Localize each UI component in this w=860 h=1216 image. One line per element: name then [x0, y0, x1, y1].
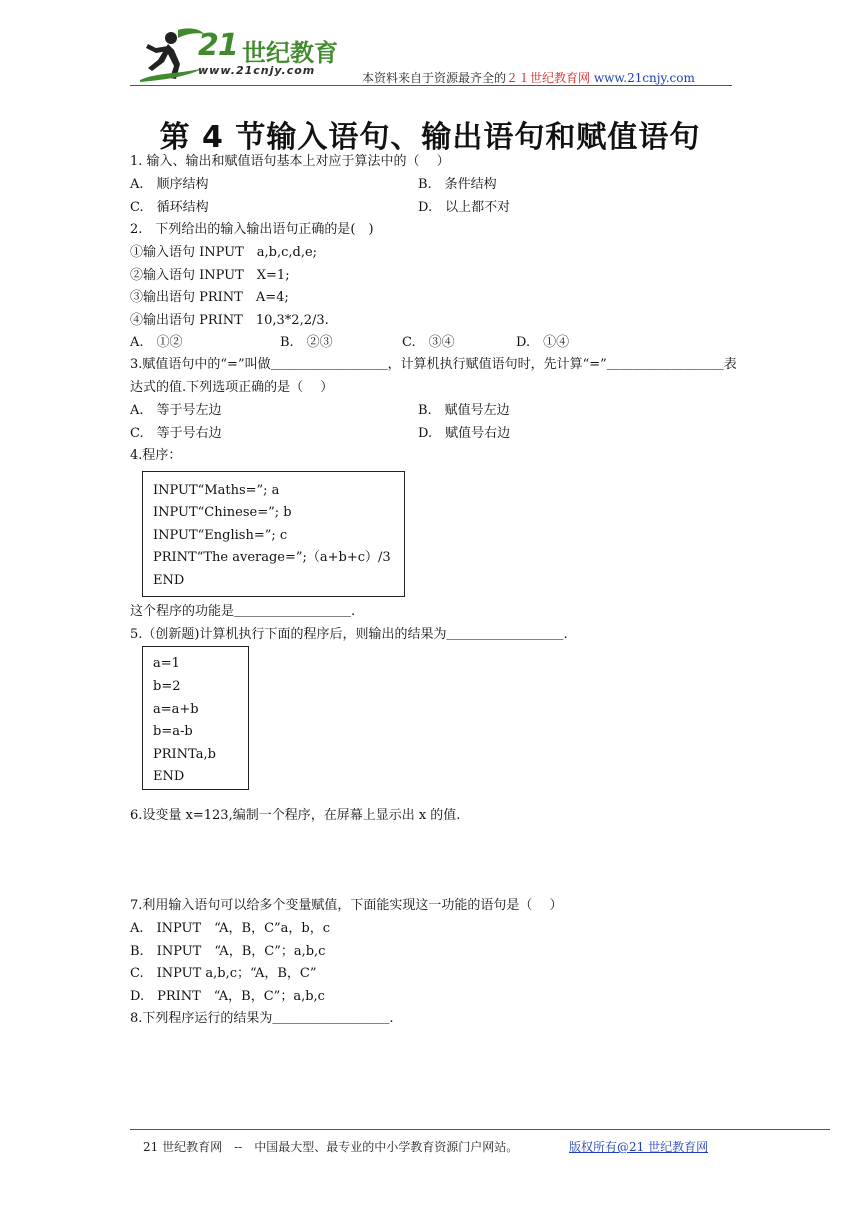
question-5-code-box [142, 646, 249, 790]
question-2-option-d: D. ①④ [516, 335, 570, 350]
footer-copyright-link[interactable]: 版权所有@21 世纪教育网 [569, 1140, 709, 1154]
question-1-option-c: C. 循环结构 [130, 200, 209, 215]
question-3-option-b: B. 赋值号左边 [418, 403, 510, 418]
question-6-stem: 6.设变量 x=123,编制一个程序，在屏幕上显示出 x 的值. [130, 808, 461, 823]
question-1-option-b: B. 条件结构 [418, 177, 497, 192]
question-3-option-d: D. 赋值号右边 [418, 426, 511, 441]
question-3-option-a: A. 等于号左边 [130, 403, 222, 418]
code-line: INPUT“Maths=”; a [153, 483, 280, 498]
question-1-stem: 1. 输入、输出和赋值语句基本上对应于算法中的（ ） [130, 154, 450, 169]
header-note-prefix: 本资料来自于资源最齐全的 [362, 71, 507, 85]
question-8-stem: 8.下列程序运行的结果为＿＿＿＿＿＿＿＿＿. [130, 1011, 394, 1026]
code-line: PRINTa,b [153, 747, 216, 762]
question-4-stem: 4.程序： [130, 448, 182, 463]
question-2-statement-2: ②输入语句 INPUT X=1; [130, 268, 290, 283]
question-2-option-b: B. ②③ [280, 335, 333, 350]
code-line: PRINT“The average=”;（a+b+c）/3 [153, 550, 391, 565]
footer-text: 21 世纪教育网 -- 中国最大型、最专业的中小学教育资源门户网站。 [143, 1140, 519, 1154]
header-divider [130, 85, 732, 86]
question-7-option-a: A. INPUT “A，B，C”a，b，c [130, 921, 331, 936]
footer-divider [130, 1129, 830, 1130]
question-4-code-box [142, 471, 405, 597]
question-2-statement-3: ③输出语句 PRINT A=4; [130, 290, 289, 305]
code-line: b=a-b [153, 724, 193, 739]
header-brand-link[interactable]: ２１世纪教育网 [506, 71, 591, 85]
question-3-stem-line-2: 达式的值.下列选项正确的是（ ） [130, 380, 334, 395]
question-7-option-c: C. INPUT a,b,c；“A，B，C” [130, 966, 317, 981]
header-note [362, 69, 695, 86]
question-7-stem: 7.利用输入语句可以给多个变量赋值，下面能实现这一功能的语句是（ ） [130, 898, 563, 913]
question-4-followup: 这个程序的功能是＿＿＿＿＿＿＿＿＿. [130, 604, 356, 619]
code-line: a=1 [153, 656, 180, 671]
question-7-option-d: D. PRINT “A，B，C”；a,b,c [130, 989, 325, 1004]
question-5-stem: 5.（创新题)计算机执行下面的程序后，则输出的结果为＿＿＿＿＿＿＿＿＿. [130, 627, 568, 642]
logo-text: 世纪教育 [242, 39, 338, 67]
question-2-statement-1: ①输入语句 INPUT a,b,c,d,e; [130, 245, 318, 260]
code-line: a=a+b [153, 702, 199, 717]
question-7-option-b: B. INPUT “A，B，C”；a,b,c [130, 944, 326, 959]
question-2-option-c: C. ③④ [402, 335, 455, 350]
question-3-stem-line-1: 3.赋值语句中的“=”叫做＿＿＿＿＿＿＿＿＿，计算机执行赋值语句时，先计算“=”＿＿＿＿＿＿＿＿＿表 [130, 357, 737, 372]
code-line: INPUT“Chinese=”; b [153, 505, 292, 520]
question-2-stem: 2. 下列给出的输入输出语句正确的是( ) [130, 222, 374, 237]
page-title: 第 4 节输入语句、输出语句和赋值语句 [159, 120, 701, 155]
code-line: INPUT“English=”; c [153, 528, 288, 543]
code-line: END [153, 769, 185, 784]
code-line: b=2 [153, 679, 181, 694]
logo-url: www.21cnjy.com [198, 64, 316, 77]
code-line: END [153, 573, 185, 588]
question-2-statement-4: ④输出语句 PRINT 10,3*2,2/3. [130, 313, 329, 328]
question-2-option-a: A. ①② [130, 335, 183, 350]
question-1-option-a: A. 顺序结构 [130, 177, 209, 192]
header-url-link[interactable]: www.21cnjy.com [593, 71, 695, 85]
question-3-option-c: C. 等于号右边 [130, 426, 222, 441]
question-1-option-d: D. 以上都不对 [418, 200, 511, 215]
logo-number: 21 [198, 28, 238, 63]
